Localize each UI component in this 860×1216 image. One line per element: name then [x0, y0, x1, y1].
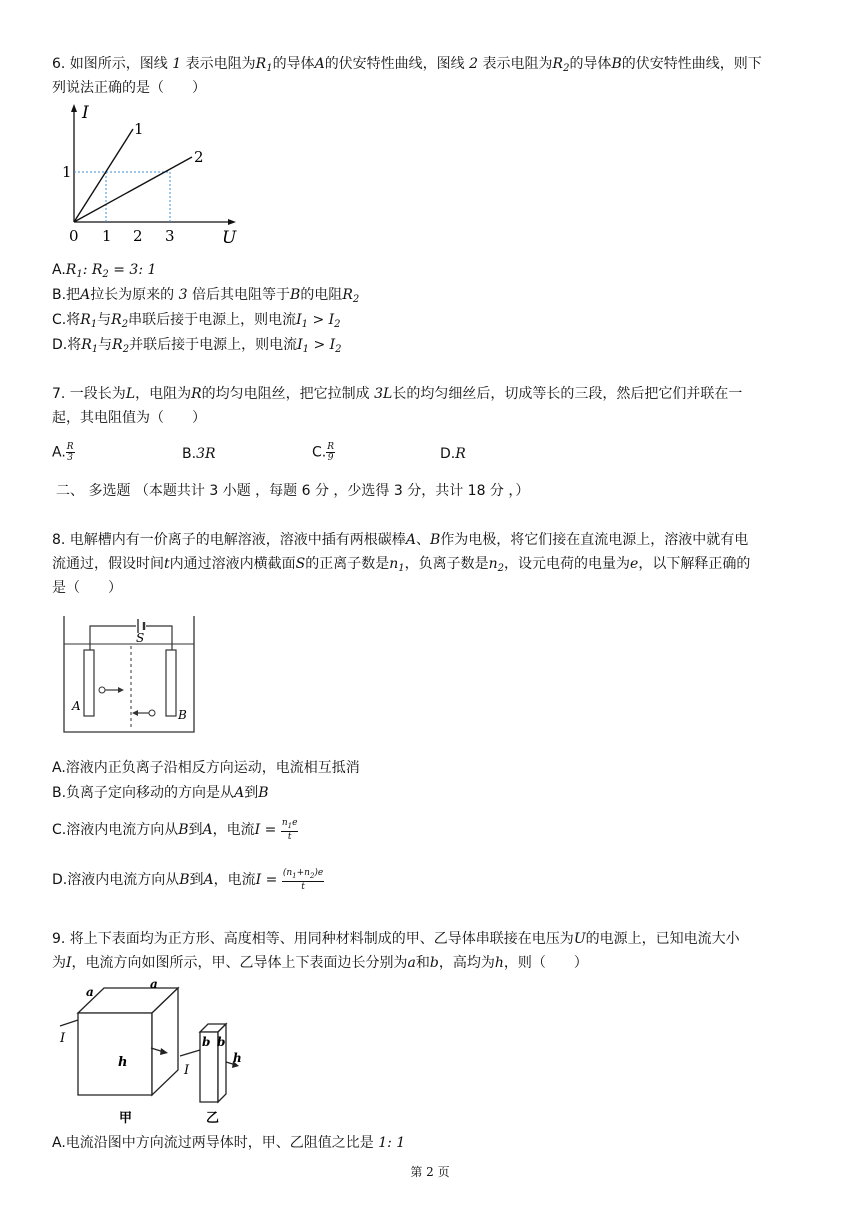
series-line-2 [74, 157, 192, 222]
q6-number: 6. [52, 56, 66, 72]
x-tick-3: 3 [165, 227, 175, 245]
q7-option-c[interactable]: C. $\frac{R}{9}$ [312, 442, 335, 463]
q6-option-b[interactable]: B.把A拉长为原来的 3 倍后其电阻等于B的电阻$R_2$ [52, 287, 360, 305]
series-label-1: 1 [134, 120, 144, 138]
q8-option-a[interactable]: A.溶液内正负离子沿相反方向运动，电流相互抵消 [52, 760, 360, 776]
series-line-1 [74, 129, 133, 222]
current-in-wire [60, 1020, 78, 1026]
q6-text-line2: 列说法正确的是（ ） [52, 80, 206, 96]
circuit-wire-right [146, 626, 172, 652]
q8-text-line2: 流通过，假设时间t内通过溶液内横截面S的正离子数是$n_1$，负离子数是$n_2$，设元电荷的电量为e，以下解释正确的 [52, 556, 751, 574]
label-s: S [136, 631, 145, 645]
q6-text-line1: 6. 如图所示，图线 1 表示电阻为$R_1$的导体A的伏安特性曲线，图线 2 表示电阻为$R_2$的导体B的伏安特性曲线，则下 [52, 56, 762, 74]
label-h-right: h [233, 1051, 242, 1065]
current-mid-wire [180, 1050, 200, 1056]
q6-iu-graph [52, 100, 252, 250]
positive-ion [99, 687, 105, 693]
y-axis-label: I [82, 103, 89, 123]
page-footer: 第 2 页 [410, 1165, 450, 1179]
q7-number: 7. [52, 386, 66, 402]
label-b: B [178, 708, 187, 722]
electrode-a [84, 650, 94, 716]
x-tick-2: 2 [133, 227, 143, 245]
q8-option-d[interactable]: D.溶液内电流方向从B到A，电流I = $\frac{(n_1+n_2)e}{t}$ [52, 868, 324, 892]
q6-option-d[interactable]: D.将$R_1$与$R_2$并联后接于电源上，则电流$I_1 > I_2$ [52, 337, 342, 355]
circuit-wire [90, 626, 136, 652]
y-tick-1: 1 [62, 163, 72, 181]
q8-option-c[interactable]: C.溶液内电流方向从B到A，电流I = $\frac{n_1e}{t}$ [52, 818, 298, 842]
q8-text-line1: 8. 电解槽内有一价离子的电解溶液，溶液中插有两根碳棒A、B作为电极，将它们接在直流电源上，溶液中就有电 [52, 532, 749, 548]
label-h-left: h [118, 1055, 128, 1070]
graph-y-arrow [71, 104, 77, 112]
label-b-left: b [202, 1035, 211, 1049]
q7-text-line1: 7. 一段长为L，电阻为R的均匀电阻丝，把它拉制成 3L长的均匀细丝后，切成等长的三段，然后把它们并联在一 [52, 386, 743, 402]
origin-label: 0 [69, 227, 79, 245]
label-a-top: a [150, 980, 158, 991]
series-label-2: 2 [194, 148, 204, 166]
label-b-right: b [217, 1035, 226, 1049]
graph-x-arrow [228, 219, 236, 225]
caption-jia: 甲 [119, 1111, 133, 1126]
q6-option-c[interactable]: C.将$R_1$与$R_2$串联后接于电源上，则电流$I_1 > I_2$ [52, 312, 341, 330]
electrode-b [166, 650, 176, 716]
q7-option-d[interactable]: D.R [440, 446, 466, 462]
label-a-left: a [86, 985, 94, 999]
x-axis-label: U [222, 228, 237, 248]
x-tick-1: 1 [102, 227, 112, 245]
label-i-right: I [184, 1063, 190, 1078]
caption-yi: 乙 [206, 1111, 220, 1126]
section2-heading: 二、 多选题 （本题共计 3 小题 ，每题 6 分 ，少选得 3 分，共计 18 分 ，） [56, 483, 530, 499]
q8-text-line3: 是（ ） [52, 580, 122, 596]
q9-conductors-figure [56, 980, 256, 1130]
q9-option-a[interactable]: A.电流沿图中方向流过两导体时，甲、乙阻值之比是 1: 1 [52, 1135, 406, 1151]
q6-option-a[interactable]: $A.R_1$: $R_2 = 3$: 1 [52, 262, 157, 280]
q9-text-line1: 9. 将上下表面均为正方形、高度相等、用同种材料制成的甲、乙导体串联接在电压为U的电源上，已知电流大小 [52, 931, 740, 947]
q8-option-b[interactable]: B.负离子定向移动的方向是从A到B [52, 785, 269, 801]
q9-text-line2: 为I，电流方向如图所示，甲、乙导体上下表面边长分别为a和b，高均为h，则（ ） [52, 955, 588, 971]
label-i-left: I [60, 1031, 66, 1046]
label-a: A [72, 699, 81, 713]
q7-option-b[interactable]: B.3R [182, 446, 216, 462]
q9-number: 9. [52, 931, 66, 947]
negative-ion [149, 710, 155, 716]
cube-jia-front [78, 1013, 152, 1095]
q7-option-a[interactable]: A. $\frac{R}{3}$ [52, 442, 74, 463]
q7-text-line2: 起，其电阻值为（ ） [52, 410, 206, 426]
q8-number: 8. [52, 532, 66, 548]
q8-electrolysis-figure [60, 612, 200, 736]
